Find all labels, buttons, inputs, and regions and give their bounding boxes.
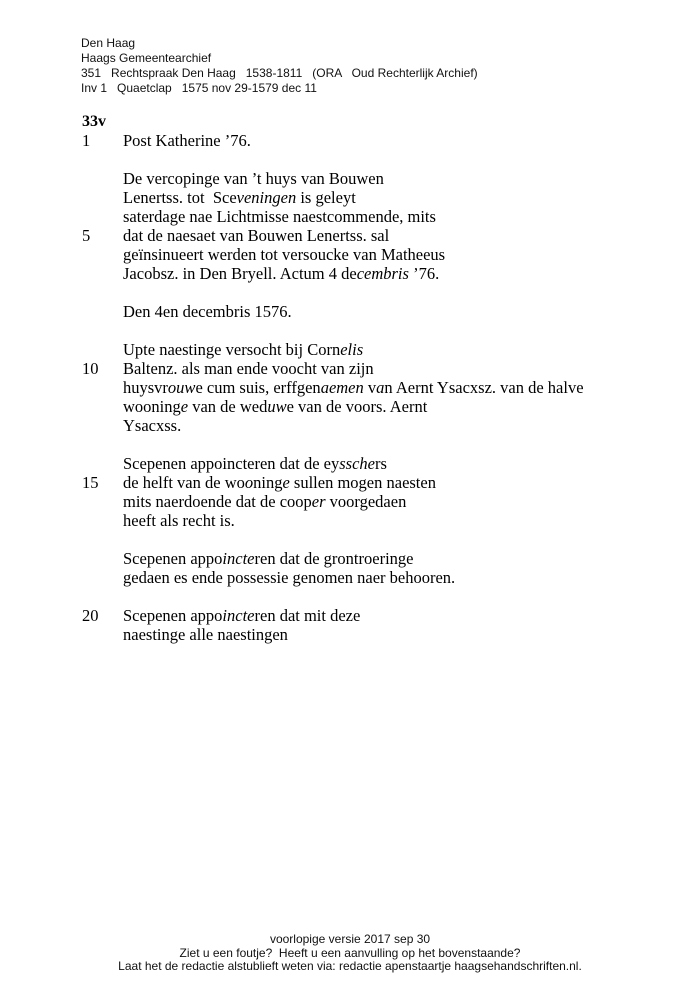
expanded-abbreviation: er [311, 492, 326, 511]
transcription-line [82, 454, 682, 473]
transcription-paragraph [82, 549, 682, 587]
transcription-line [82, 416, 682, 435]
text-segment: Lenertss. tot Sce [123, 188, 237, 207]
line-number [82, 245, 123, 264]
transcription-line [82, 245, 682, 264]
line-text [123, 473, 436, 492]
text-segment: sullen mogen naesten [289, 473, 436, 492]
expanded-abbreviation: ssche [339, 454, 375, 473]
transcription-line [82, 188, 682, 207]
text-segment: Den 4en decembris 1576. [123, 302, 292, 321]
text-segment: de helft van de wo [123, 473, 245, 492]
transcription-line [82, 264, 682, 283]
text-segment: voorgedaen [325, 492, 407, 511]
line-number [82, 302, 123, 321]
line-text [123, 169, 384, 188]
transcription-line [82, 378, 682, 397]
header-line-archive: Haags Gemeentearchief [81, 51, 212, 65]
footer-contact-line: Laat het de redactie alstublieft weten via: redactie apenstaartje haagsehandschriften.nl. [118, 959, 582, 973]
line-text [123, 340, 363, 359]
text-segment: rs [374, 454, 387, 473]
header-line-series: 351 Rechtspraak Den Haag 1538-1811 (ORA Oud Rechterlijk Archief) [81, 66, 478, 80]
line-number [82, 549, 123, 568]
text-segment: huysvr [123, 378, 168, 397]
transcription-line [82, 207, 682, 226]
text-segment: Scepenen appo [123, 606, 223, 625]
text-segment: Jacobsz. in Den Bryell. Actum 4 de [123, 264, 357, 283]
transcription-line [82, 492, 682, 511]
line-text [123, 264, 439, 283]
line-text [123, 207, 436, 226]
line-text [123, 492, 406, 511]
text-segment: e cum suis, erffgen [195, 378, 321, 397]
text-segment: Ysacxss. [123, 416, 182, 435]
transcription-paragraph [82, 302, 682, 321]
transcription-line [82, 397, 682, 416]
text-segment: n Aernt Ysacxsz. van de halve [384, 378, 584, 397]
transcription-line [82, 606, 682, 625]
line-text [123, 549, 413, 568]
text-segment: v [363, 378, 377, 397]
expanded-abbreviation: veningen [236, 188, 297, 207]
line-text [123, 188, 356, 207]
text-segment: ning [253, 473, 283, 492]
transcription-line [82, 169, 682, 188]
line-number: 20 [82, 606, 99, 625]
text-segment: De vercopinge van ’t huys van Bouwen [123, 169, 384, 188]
transcription-line [82, 549, 682, 568]
line-number [82, 264, 123, 283]
expanded-abbreviation: e [282, 473, 290, 492]
line-text [123, 568, 455, 587]
folio-number: 33v [82, 113, 106, 130]
expanded-abbreviation: a [376, 378, 385, 397]
line-text [123, 511, 235, 530]
line-text [123, 606, 360, 625]
header-line-city: Den Haag [81, 36, 136, 50]
line-text [123, 226, 389, 245]
transcription-line [82, 359, 682, 378]
text-segment: Post Katherine ’76. [123, 131, 251, 150]
transcription-line [82, 473, 682, 492]
text-segment: Scepenen appo [123, 549, 223, 568]
archive-header [81, 36, 478, 96]
line-number [82, 188, 123, 207]
expanded-abbreviation: e [180, 397, 189, 416]
transcription-body [82, 112, 682, 644]
text-segment: Scepenen appoincteren dat de ey [123, 454, 340, 473]
line-number [82, 454, 123, 473]
footer-version-line: voorlopige versie 2017 sep 30 [269, 932, 431, 946]
text-segment: ’76. [408, 264, 440, 283]
text-segment: Baltenz. als man ende voocht van zijn [123, 359, 374, 378]
text-segment: mits naerdoende dat de coop [123, 492, 312, 511]
line-text [123, 359, 374, 378]
text-segment: van de wed [188, 397, 268, 416]
transcription-line [82, 131, 682, 150]
text-segment: saterdage nae Lichtmisse naestcommende, mits [123, 207, 436, 226]
text-segment: Upte naestinge versocht bij Corn [123, 340, 341, 359]
expanded-abbreviation: uw [267, 397, 287, 416]
line-number: 5 [82, 226, 91, 245]
text-segment: heeft als recht is. [123, 511, 235, 530]
line-number [82, 625, 123, 644]
page-footer [0, 933, 700, 974]
line-text [123, 131, 251, 150]
transcription-line [82, 511, 682, 530]
expanded-abbreviation: o [244, 473, 254, 492]
transcription-paragraph [82, 169, 682, 283]
header-line-inventory: Inv 1 Quaetclap 1575 nov 29-1579 dec 11 [81, 81, 317, 95]
expanded-abbreviation: incte [222, 606, 255, 625]
expanded-abbreviation: ouw [167, 378, 196, 397]
text-segment: naestinge alle naestingen [123, 625, 288, 644]
transcription-line [82, 340, 682, 359]
text-segment: dat de naesaet van Bouwen Lenertss. sal [123, 226, 390, 245]
text-segment: e van de voors. Aernt [286, 397, 428, 416]
transcription-paragraph [82, 606, 682, 644]
footer-question-line: Ziet u een foutje? Heeft u een aanvulling op het bovenstaande? [179, 945, 521, 960]
line-number [82, 511, 123, 530]
transcription-line [82, 568, 682, 587]
line-text [123, 625, 288, 644]
transcription-paragraph [82, 454, 682, 530]
transcription-paragraph [82, 340, 682, 435]
line-text [123, 397, 427, 416]
transcription-line [82, 625, 682, 644]
line-number: 15 [82, 473, 99, 492]
expanded-abbreviation: elis [340, 340, 364, 359]
transcription-line [82, 302, 682, 321]
line-number: 1 [82, 131, 91, 150]
line-number [82, 340, 123, 359]
line-number [82, 207, 123, 226]
line-number [82, 169, 123, 188]
expanded-abbreviation: cembris [356, 264, 409, 283]
line-text [123, 378, 584, 397]
transcription [82, 131, 682, 644]
text-segment: ren dat mit deze [254, 606, 361, 625]
line-text [123, 302, 292, 321]
line-number [82, 492, 123, 511]
text-segment: wooning [123, 397, 181, 416]
line-number [82, 416, 123, 435]
transcription-line [82, 226, 682, 245]
line-text [123, 416, 181, 435]
line-text [123, 245, 445, 264]
line-number [82, 568, 123, 587]
text-segment: is geleyt [296, 188, 356, 207]
expanded-abbreviation: aemen [320, 378, 364, 397]
line-number: 10 [82, 359, 99, 378]
line-number [82, 397, 123, 416]
text-segment: ren dat de grontroeringe [254, 549, 414, 568]
line-number [82, 378, 123, 397]
text-segment: geïnsinueert werden tot versoucke van Matheeus [123, 245, 446, 264]
line-text [123, 454, 387, 473]
expanded-abbreviation: incte [222, 549, 255, 568]
transcription-paragraph [82, 131, 682, 150]
text-segment: gedaen es ende possessie genomen naer behooren. [123, 568, 456, 587]
